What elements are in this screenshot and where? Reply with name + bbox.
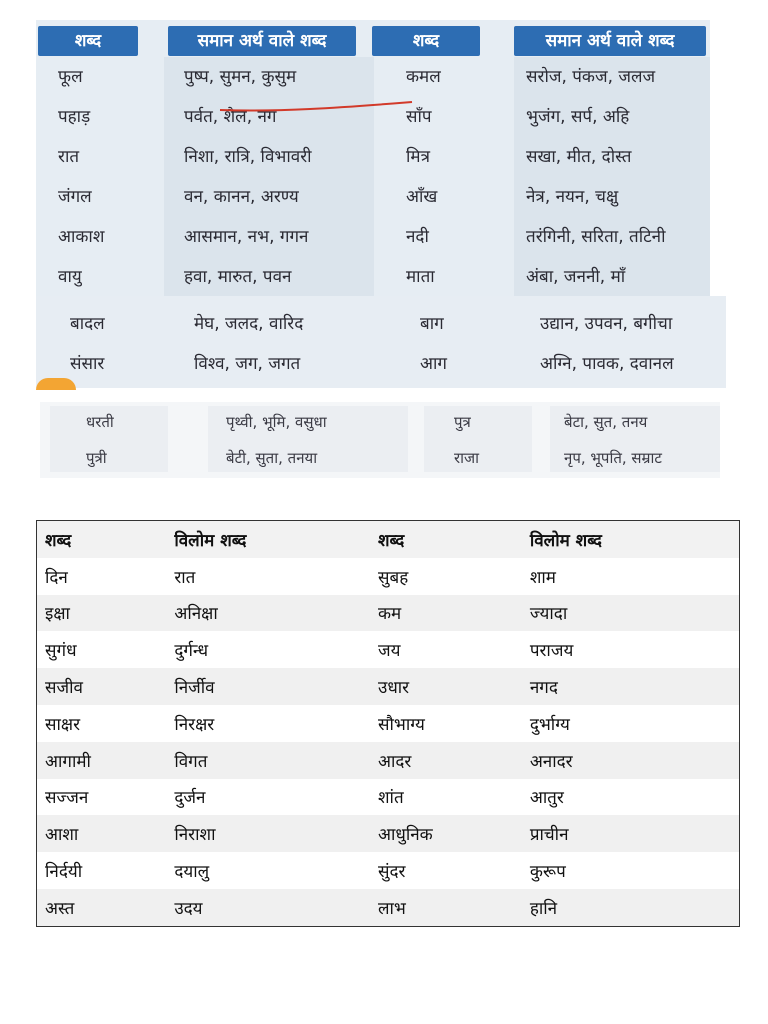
- synonym-header-meaning-2: समान अर्थ वाले शब्द: [514, 26, 706, 56]
- synonym-word: आग: [420, 354, 447, 374]
- table-row: [37, 631, 740, 668]
- synonym-row: [40, 440, 720, 476]
- antonym-opposite: कुरूप: [522, 852, 740, 889]
- synonym-word: साँप: [406, 107, 432, 127]
- synonym-meanings: नृप, भूपति, सम्राट: [564, 449, 662, 467]
- antonym-word: आगामी: [37, 742, 167, 779]
- synonym-meanings: मेघ, जलद, वारिद: [194, 314, 304, 334]
- antonym-word: सजीव: [37, 668, 167, 705]
- table-row: [37, 742, 740, 779]
- synonym-row: [36, 137, 710, 177]
- synonym-word: जंगल: [58, 187, 92, 207]
- synonym-row: [36, 304, 726, 344]
- synonym-word: रात: [58, 147, 80, 167]
- synonym-meanings: बेटी, सुता, तनया: [226, 449, 318, 467]
- synonym-meanings: विश्व, जग, जगत: [194, 354, 301, 374]
- synonym-row: [40, 404, 720, 440]
- synonym-header-word-2: शब्द: [372, 26, 480, 56]
- synonym-meanings: भुजंग, सर्प, अहि: [526, 107, 630, 127]
- antonym-opposite: आतुर: [522, 779, 740, 816]
- orange-decoration: [36, 378, 76, 390]
- antonym-word: आधुनिक: [370, 815, 522, 852]
- red-underline-mark: [218, 100, 414, 114]
- synonym-word: मित्र: [406, 147, 430, 167]
- synonym-meanings: सरोज, पंकज, जलज: [526, 67, 656, 87]
- synonym-word: वायु: [58, 267, 82, 287]
- synonym-meanings: पुष्प, सुमन, कुसुम: [184, 67, 297, 87]
- synonym-photo-section-2: [36, 296, 726, 388]
- synonym-row: [36, 344, 726, 384]
- synonym-meanings: वन, कानन, अरण्य: [184, 187, 299, 207]
- antonym-word: सज्जन: [37, 779, 167, 816]
- table-row: [37, 852, 740, 889]
- synonym-word: धरती: [86, 413, 114, 431]
- synonym-word: बादल: [70, 314, 105, 334]
- synonym-row: [36, 217, 710, 257]
- synonym-word: बाग: [420, 314, 444, 334]
- synonym-row: [36, 177, 710, 217]
- antonym-opposite: दयालु: [166, 852, 370, 889]
- table-row: [37, 889, 740, 926]
- table-row: [37, 668, 740, 705]
- antonym-word: दिन: [37, 558, 167, 595]
- antonym-word: इक्षा: [37, 595, 167, 632]
- synonym-word: पुत्री: [86, 449, 107, 467]
- antonym-opposite: निरक्षर: [166, 705, 370, 742]
- synonym-meanings: अग्नि, पावक, दवानल: [540, 354, 674, 374]
- antonym-word: उधार: [370, 668, 522, 705]
- antonym-table: [36, 520, 740, 927]
- antonym-word: आशा: [37, 815, 167, 852]
- synonym-meanings: बेटा, सुत, तनय: [564, 413, 648, 431]
- antonym-opposite: उदय: [166, 889, 370, 926]
- antonym-opposite: प्राचीन: [522, 815, 740, 852]
- synonym-word: कमल: [406, 67, 441, 87]
- synonym-header-meaning-1: समान अर्थ वाले शब्द: [168, 26, 356, 56]
- antonym-opposite: निराशा: [166, 815, 370, 852]
- table-row: [37, 705, 740, 742]
- synonym-meanings: पर्वत, शैल, नग: [184, 107, 277, 127]
- antonym-opposite: दुर्जन: [166, 779, 370, 816]
- synonym-meanings: हवा, मारुत, पवन: [184, 267, 292, 287]
- synonym-meanings: नेत्र, नयन, चक्षु: [526, 187, 619, 207]
- synonym-word: फूल: [58, 67, 83, 87]
- antonym-header-row: [37, 521, 740, 558]
- antonym-opposite: अनिक्षा: [166, 595, 370, 632]
- antonym-opposite: विगत: [166, 742, 370, 779]
- synonym-row: [36, 57, 710, 97]
- antonym-opposite: दुर्गन्ध: [166, 631, 370, 668]
- antonym-opposite: शाम: [522, 558, 740, 595]
- synonym-meanings: निशा, रात्रि, विभावरी: [184, 147, 312, 167]
- synonym-photo-section: [36, 20, 710, 296]
- antonym-word: अस्त: [37, 889, 167, 926]
- synonym-word: आकाश: [58, 227, 105, 247]
- antonym-word: कम: [370, 595, 522, 632]
- synonym-word: संसार: [70, 354, 105, 374]
- synonym-word: नदी: [406, 227, 429, 247]
- synonym-meanings: अंबा, जननी, माँ: [526, 267, 626, 287]
- antonym-word: सौभाग्य: [370, 705, 522, 742]
- synonym-header-word-1: शब्द: [38, 26, 138, 56]
- antonym-header-word-1: शब्द: [37, 521, 167, 558]
- synonym-meanings: सखा, मीत, दोस्त: [526, 147, 632, 167]
- antonym-word: शांत: [370, 779, 522, 816]
- synonym-meanings: उद्यान, उपवन, बगीचा: [540, 314, 673, 334]
- table-row: [37, 558, 740, 595]
- antonym-word: सुबह: [370, 558, 522, 595]
- antonym-opposite: अनादर: [522, 742, 740, 779]
- antonym-opposite: नगद: [522, 668, 740, 705]
- synonym-word: आँख: [406, 187, 438, 207]
- antonym-word: जय: [370, 631, 522, 668]
- antonym-opposite: निर्जीव: [166, 668, 370, 705]
- synonym-row: [36, 257, 710, 297]
- synonym-photo-section-3: [40, 402, 720, 478]
- antonym-word: सुंदर: [370, 852, 522, 889]
- synonym-word: पुत्र: [454, 413, 471, 431]
- antonym-opposite: हानि: [522, 889, 740, 926]
- synonym-meanings: आसमान, नभ, गगन: [184, 227, 309, 247]
- antonym-header-opposite-1: विलोम शब्द: [166, 521, 370, 558]
- antonym-opposite: ज्यादा: [522, 595, 740, 632]
- antonym-opposite: पराजय: [522, 631, 740, 668]
- antonym-opposite: रात: [166, 558, 370, 595]
- antonym-word: सुगंध: [37, 631, 167, 668]
- synonym-word: राजा: [454, 449, 480, 467]
- antonym-header-word-2: शब्द: [370, 521, 522, 558]
- table-row: [37, 595, 740, 632]
- synonym-header-row: [36, 26, 710, 56]
- antonym-word: निर्दयी: [37, 852, 167, 889]
- table-row: [37, 815, 740, 852]
- synonym-word: पहाड़: [58, 107, 91, 127]
- synonym-word: माता: [406, 267, 435, 287]
- antonym-opposite: दुर्भाग्य: [522, 705, 740, 742]
- antonym-word: साक्षर: [37, 705, 167, 742]
- antonym-word: आदर: [370, 742, 522, 779]
- synonym-meanings: तरंगिनी, सरिता, तटिनी: [526, 227, 666, 247]
- antonym-word: लाभ: [370, 889, 522, 926]
- table-row: [37, 779, 740, 816]
- antonym-header-opposite-2: विलोम शब्द: [522, 521, 740, 558]
- synonym-meanings: पृथ्वी, भूमि, वसुधा: [226, 413, 327, 431]
